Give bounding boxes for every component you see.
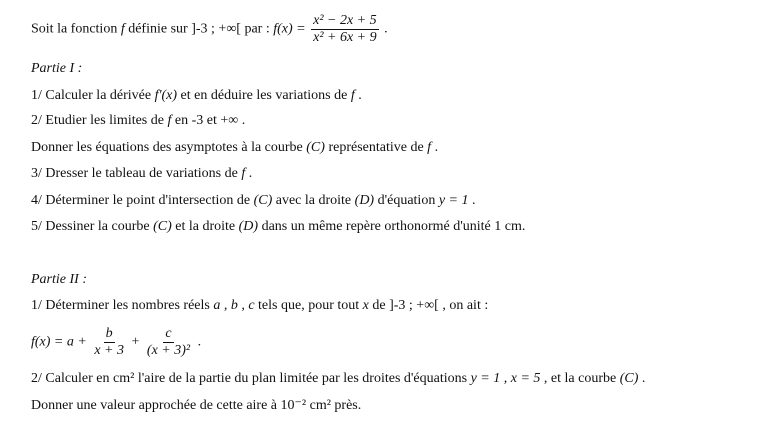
q3-text: 3/ Dresser le tableau de variations de <box>31 166 238 181</box>
part1-q5 <box>31 219 525 235</box>
function-ref: f <box>427 140 432 155</box>
q1-text: 1/ Calculer la dérivée <box>31 88 152 103</box>
curve-ref: (C) <box>306 140 325 155</box>
curve-ref: (C) <box>253 193 273 208</box>
part1-q4 <box>31 193 476 209</box>
fraction-b-num: b <box>105 326 113 341</box>
p2q1-text-2: tels que, pour tout <box>258 298 360 313</box>
function-ref: f <box>350 88 355 103</box>
p2q1-text: 1/ Déterminer les nombres réels <box>31 298 210 313</box>
part1-q2 <box>31 113 245 129</box>
part2-q1 <box>31 298 488 314</box>
boundary-lines: y = 1 , x = 5 <box>470 371 541 386</box>
plus-sign: + <box>131 334 140 350</box>
punct: . <box>358 88 362 103</box>
function-fraction <box>311 14 379 45</box>
q2-text: 2/ Etudier les limites de <box>31 113 164 128</box>
curve-ref: (C) <box>153 219 172 234</box>
derivative: f'(x) <box>154 88 178 103</box>
line-ref: (D) <box>354 193 375 208</box>
q4-text: 4/ Déterminer le point d'intersection de <box>31 193 251 208</box>
intro-text: Soit la fonction <box>31 21 118 37</box>
part2-q3 <box>31 398 361 414</box>
fraction-c-den: (x + 3)² <box>146 343 191 358</box>
punct: . <box>641 371 646 386</box>
part2-heading: Partie II : <box>31 272 87 287</box>
domain: ]-3 ; +∞[ <box>191 21 241 37</box>
line-ref: (D) <box>238 219 259 234</box>
p2q3-text-2: près. <box>334 398 362 413</box>
fraction-c <box>145 327 192 358</box>
formula-lhs: f(x) = a + <box>31 334 87 350</box>
function-name: f <box>120 21 125 37</box>
q1-text-2: et en déduire les variations de <box>180 88 348 103</box>
fraction-b-den: x + 3 <box>94 343 124 358</box>
function-lhs: f(x) = <box>273 21 306 37</box>
q2-text-2: en -3 et +∞ . <box>174 113 246 128</box>
punct: . <box>197 334 202 350</box>
intro-line <box>31 14 388 45</box>
q5-text: 5/ Dessiner la courbe <box>31 219 150 234</box>
q5-text-2: et la droite <box>175 219 236 234</box>
part1-q3 <box>31 166 252 182</box>
fraction-denominator: x² + 6x + 9 <box>313 30 377 45</box>
part2-formula <box>31 327 201 358</box>
punct: . <box>434 140 439 155</box>
function-ref: f <box>167 113 172 128</box>
q4-text-2: avec la droite <box>275 193 352 208</box>
q4-text-3: d'équation <box>377 193 436 208</box>
precision: 10⁻² cm² <box>280 398 331 413</box>
q2b-text: Donner les équations des asymptotes à la courbe <box>31 140 303 155</box>
p2q1-text-3: de ]-3 ; +∞[ , on ait : <box>372 298 489 313</box>
p2q2-text-2: , et la courbe <box>543 371 617 386</box>
fraction-c-num: c <box>165 326 172 341</box>
coefficients: a , b , c <box>213 298 255 313</box>
defined-text: définie sur <box>128 21 188 37</box>
punct: . <box>472 193 476 208</box>
function-ref: f <box>241 166 246 181</box>
part2-q2 <box>31 371 645 387</box>
part1-q2b <box>31 140 438 156</box>
par-text: par : <box>244 21 270 37</box>
fraction-b <box>92 327 126 358</box>
p2q3-text: Donner une valeur approchée de cette aire à <box>31 398 278 413</box>
curve-ref: (C) <box>619 371 639 386</box>
fraction-numerator: x² − 2x + 5 <box>313 13 377 28</box>
punct: . <box>248 166 253 181</box>
part1-heading: Partie I : <box>31 61 83 76</box>
intro-end: . <box>384 21 388 37</box>
line-equation: y = 1 <box>438 193 469 208</box>
part1-q1 <box>31 88 362 104</box>
variable-x: x <box>362 298 369 313</box>
q5-text-3: dans un même repère orthonormé d'unité 1 cm. <box>261 219 526 234</box>
q2b-text-2: représentative de <box>328 140 424 155</box>
p2q2-text: 2/ Calculer en cm² l'aire de la partie du plan limitée par les droites d'équations <box>31 371 468 386</box>
